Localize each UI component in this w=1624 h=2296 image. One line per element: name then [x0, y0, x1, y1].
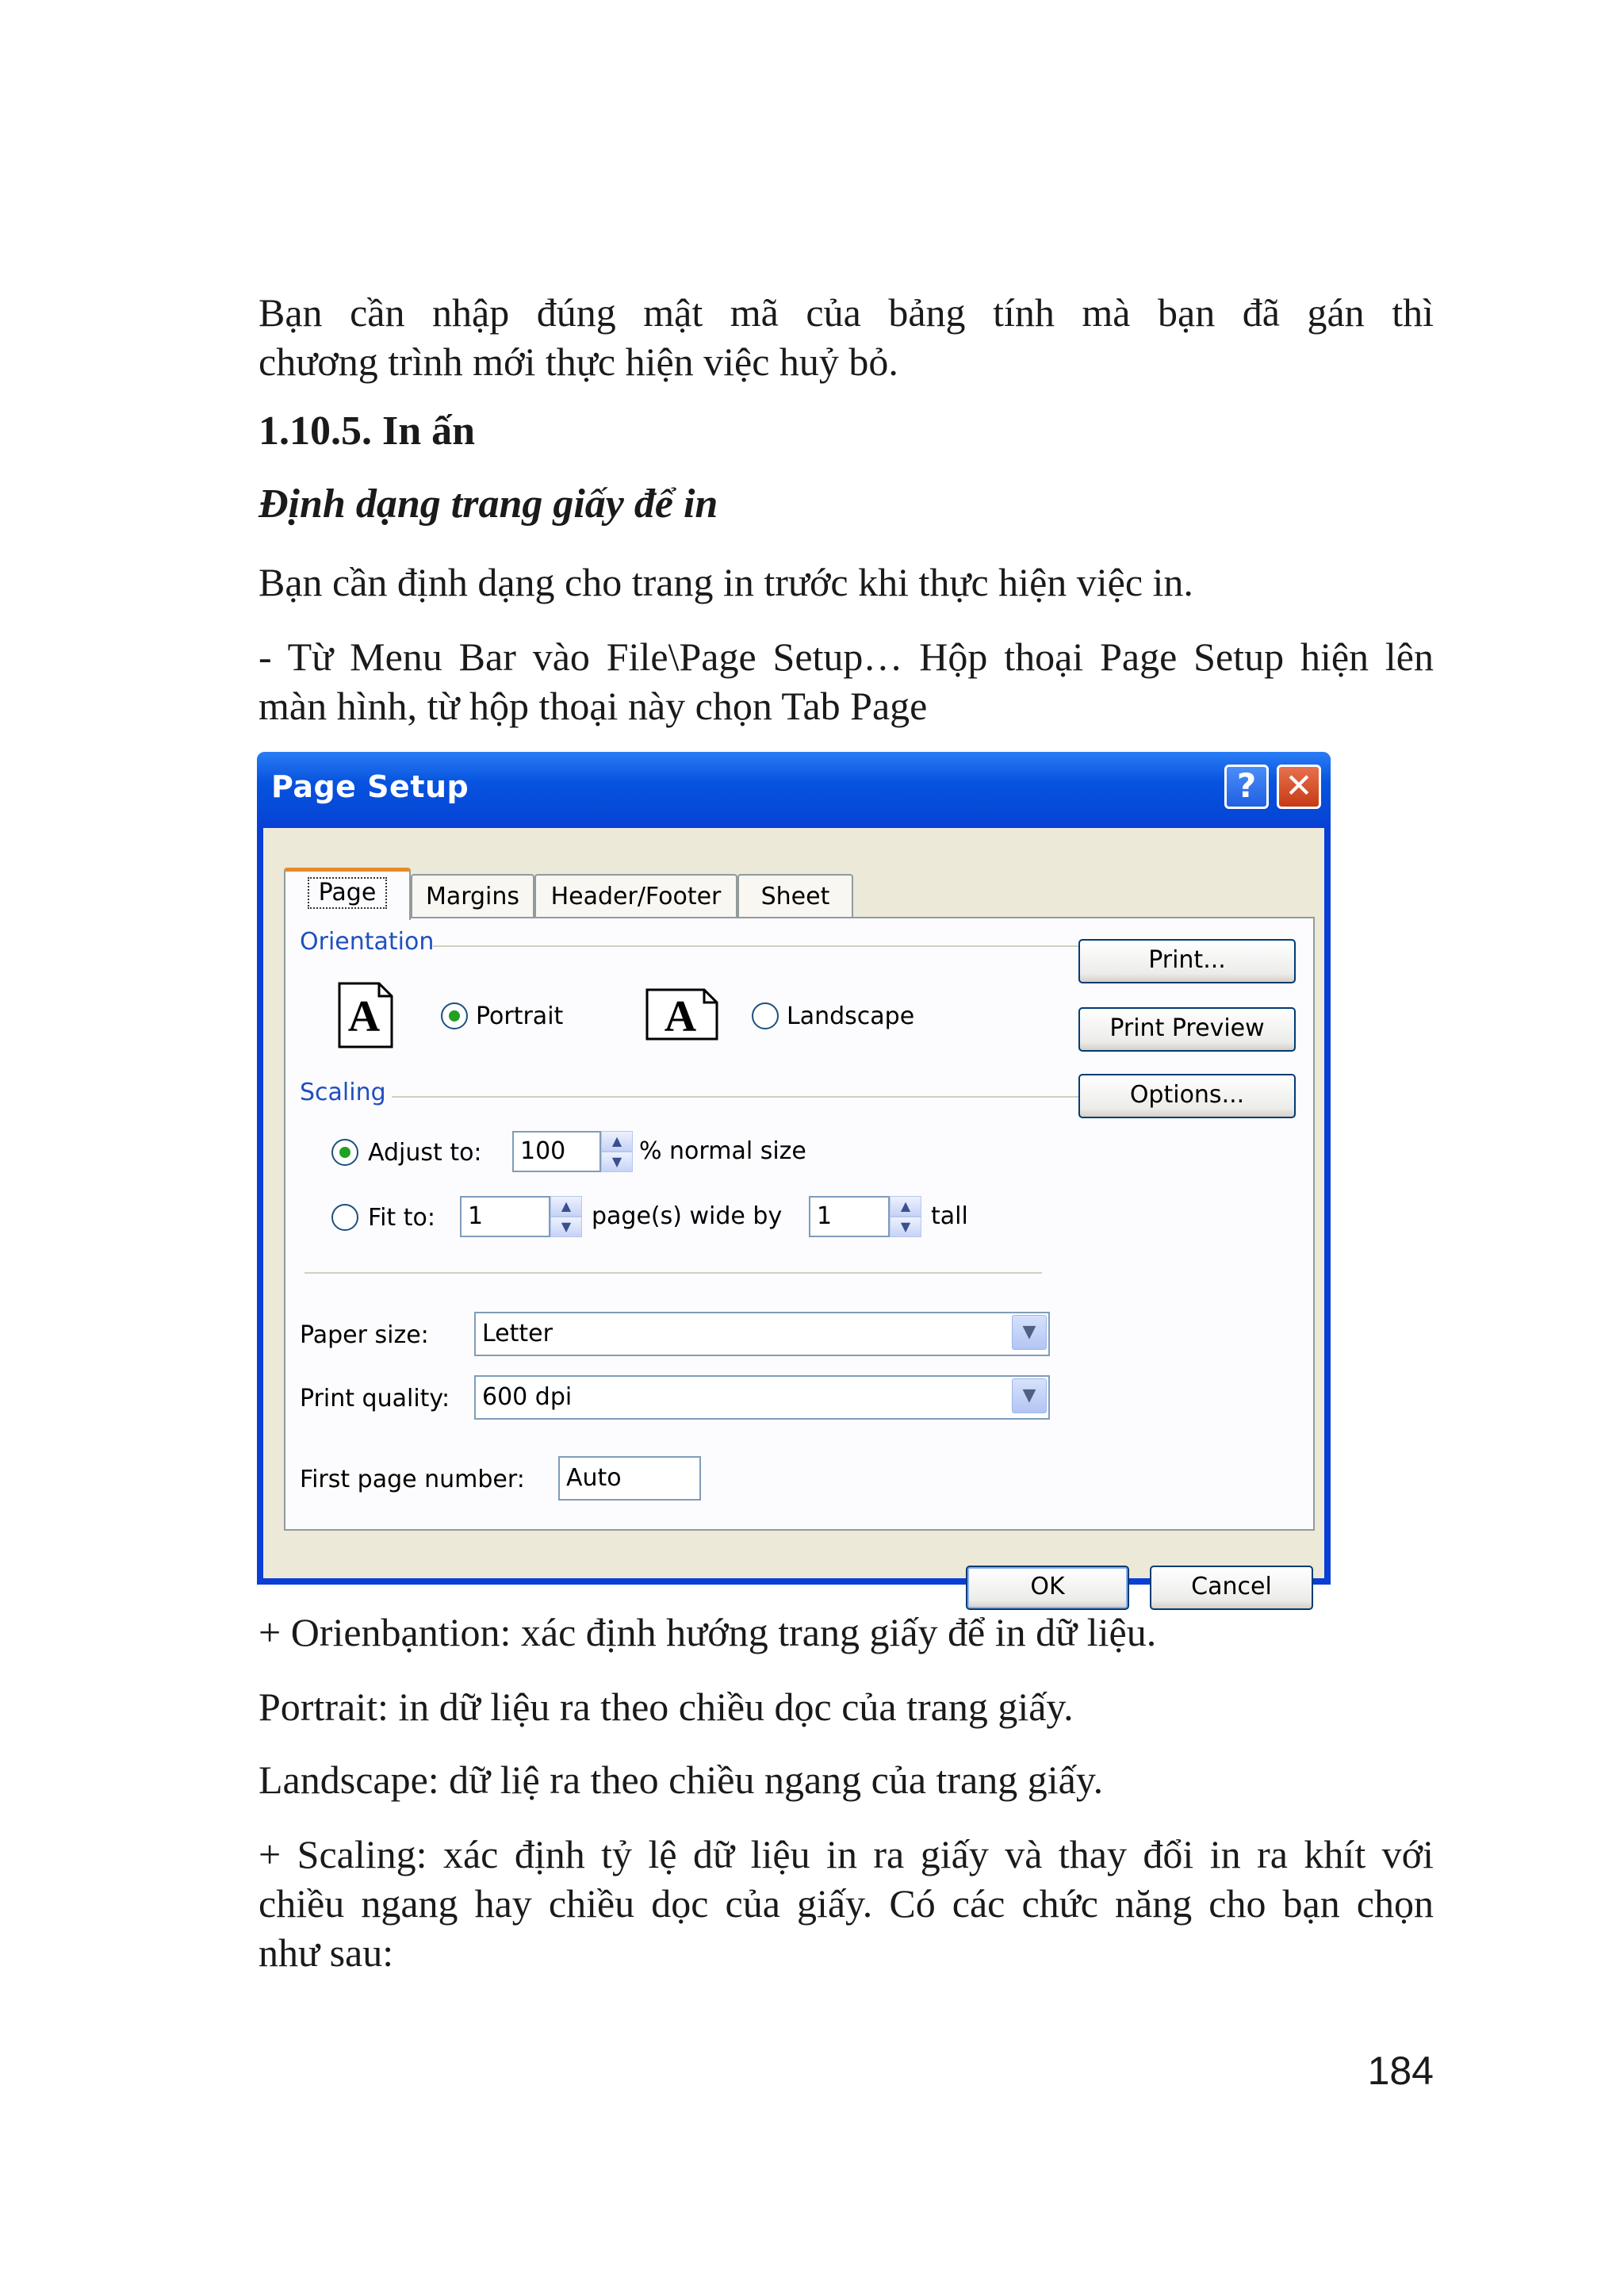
group-divider: [304, 1272, 1042, 1274]
fit-tall-input[interactable]: 1: [809, 1196, 890, 1237]
tab-margins[interactable]: Margins: [411, 874, 534, 918]
spin-down-icon[interactable]: ▼: [550, 1217, 582, 1237]
paragraph-line: Portrait: in dữ liệu ra theo chiều dọc của trang giấy.: [259, 1685, 1074, 1729]
landscape-glyph: A: [664, 992, 697, 1041]
paragraph-line: chiều ngang hay chiều dọc của giấy. Có các chức năng cho bạn chọn: [259, 1881, 1434, 1926]
fit-wide-input[interactable]: 1: [460, 1196, 550, 1237]
adjust-to-radio[interactable]: [331, 1139, 358, 1166]
page-number: 184: [1367, 2049, 1434, 2093]
spin-up-icon[interactable]: ▲: [890, 1196, 921, 1217]
dialog-title-bar[interactable]: [257, 752, 1331, 828]
paragraph-line: + Scaling: xác định tỷ lệ dữ liệu in ra giấy và thay đổi in ra khít với: [259, 1832, 1434, 1876]
fit-to-radio[interactable]: [331, 1204, 358, 1231]
first-page-label: First page number:: [300, 1466, 525, 1493]
ok-button[interactable]: OK: [966, 1566, 1129, 1610]
page-setup-dialog: [257, 752, 1331, 1600]
dialog-body: [263, 828, 1324, 1600]
first-page-input[interactable]: Auto: [558, 1456, 701, 1501]
print-quality-label: Print quality:: [300, 1385, 450, 1412]
chevron-down-icon[interactable]: ▼: [1012, 1315, 1047, 1350]
paragraph-line: Bạn cần định dạng cho trang in trước khi thực hiện việc in.: [259, 560, 1193, 604]
tab-page[interactable]: [284, 868, 411, 920]
adjust-to-spinner[interactable]: [601, 1131, 633, 1172]
spin-down-icon[interactable]: ▼: [601, 1152, 633, 1172]
paper-size-select[interactable]: [474, 1312, 1050, 1356]
group-divider: [433, 945, 1170, 947]
close-button[interactable]: ✕: [1277, 765, 1321, 809]
paragraph-line: như sau:: [259, 1930, 394, 1975]
orientation-group-label: Orientation: [300, 928, 435, 956]
adjust-to-label: Adjust to:: [368, 1139, 482, 1167]
adjust-to-input[interactable]: 100: [512, 1131, 601, 1172]
tab-panel-page: [284, 917, 1315, 1531]
spin-up-icon[interactable]: ▲: [550, 1196, 582, 1217]
section-heading: 1.10.5. In ấn: [259, 408, 476, 454]
help-button[interactable]: ?: [1224, 765, 1269, 809]
cancel-button[interactable]: Cancel: [1150, 1566, 1313, 1610]
tab-header-footer[interactable]: Header/Footer: [534, 874, 737, 918]
paper-size-label: Paper size:: [300, 1321, 429, 1349]
portrait-radio[interactable]: [441, 1002, 468, 1029]
fit-to-label: Fit to:: [368, 1204, 435, 1232]
portrait-glyph: A: [347, 992, 381, 1041]
portrait-page-icon: [338, 982, 393, 1048]
fit-tall-spinner[interactable]: [890, 1196, 921, 1237]
print-preview-button[interactable]: Print Preview: [1078, 1007, 1296, 1052]
paragraph-line: màn hình, từ hộp thoại này chọn Tab Page: [259, 684, 928, 728]
tab-page-label: Page: [308, 877, 388, 909]
fit-wide-suffix: page(s) wide by: [592, 1202, 783, 1230]
landscape-page-icon: [645, 988, 718, 1041]
fit-tall-suffix: tall: [931, 1202, 968, 1230]
paragraph-line: Landscape: dữ liệ ra theo chiều ngang của trang giấy.: [259, 1757, 1104, 1802]
print-quality-value: 600 dpi: [482, 1383, 573, 1411]
paper-size-value: Letter: [482, 1320, 553, 1347]
group-divider: [392, 1096, 1170, 1098]
paragraph-line: Bạn cần nhập đúng mật mã của bảng tính mà bạn đã gán thì: [259, 290, 1434, 335]
portrait-label: Portrait: [476, 1002, 564, 1030]
options-button[interactable]: Options...: [1078, 1074, 1296, 1118]
radio-selected-dot: [449, 1010, 460, 1022]
landscape-radio[interactable]: [752, 1002, 779, 1029]
section-subheading: Định dạng trang giấy để in: [259, 481, 718, 527]
adjust-to-suffix: % normal size: [639, 1137, 806, 1165]
paragraph-line: - Từ Menu Bar vào File\Page Setup… Hộp thoại Page Setup hiện lên: [259, 634, 1434, 679]
paragraph-line: chương trình mới thực hiện việc huỷ bỏ.: [259, 339, 898, 384]
spin-down-icon[interactable]: ▼: [890, 1217, 921, 1237]
tab-sheet[interactable]: Sheet: [737, 874, 853, 918]
chevron-down-icon[interactable]: ▼: [1012, 1378, 1047, 1413]
paragraph-line: + Orienbạntion: xác định hướng trang giấy để in dữ liệu.: [259, 1610, 1157, 1654]
dialog-title: Page Setup: [271, 769, 469, 804]
fit-wide-spinner[interactable]: [550, 1196, 582, 1237]
landscape-label: Landscape: [787, 1002, 915, 1030]
radio-selected-dot: [339, 1147, 350, 1158]
spin-up-icon[interactable]: ▲: [601, 1131, 633, 1152]
scaling-group-label: Scaling: [300, 1079, 386, 1106]
print-button[interactable]: Print...: [1078, 939, 1296, 983]
print-quality-select[interactable]: [474, 1375, 1050, 1420]
